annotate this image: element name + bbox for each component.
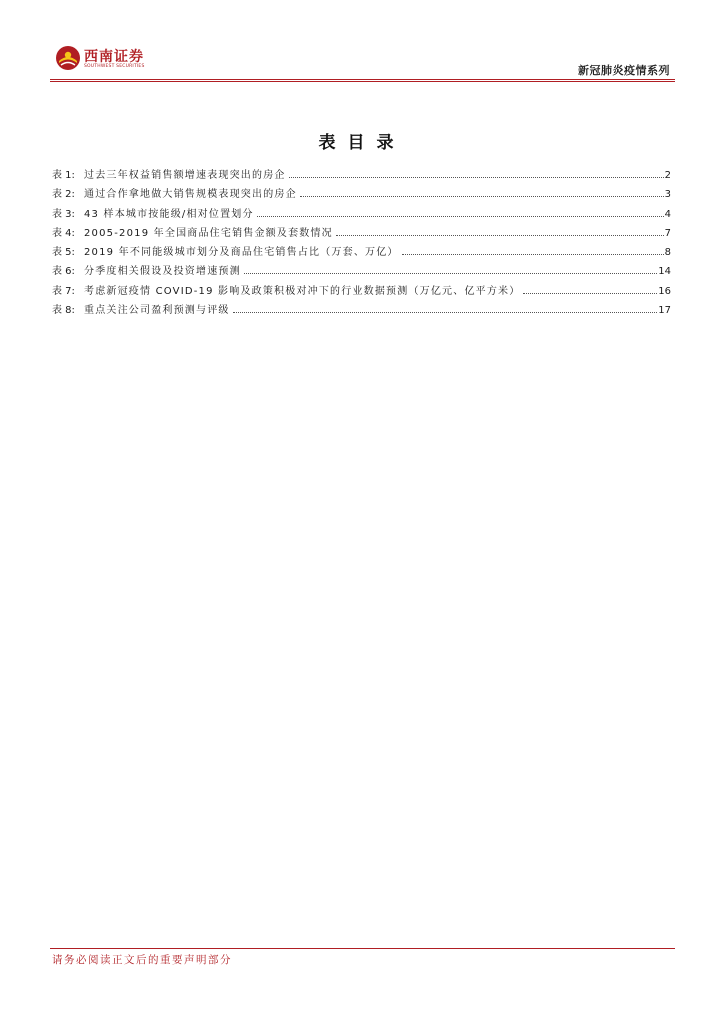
toc-entry[interactable] [52, 266, 671, 285]
toc-dot-leader [233, 311, 658, 313]
toc-entry-label: 表 1: [52, 170, 75, 181]
toc-entry-page: 2 [664, 170, 671, 181]
footer-disclaimer: 请务必阅读正文后的重要声明部分 [52, 954, 232, 966]
toc-entry-label: 表 2: [52, 189, 75, 201]
toc-entry[interactable] [52, 305, 671, 324]
toc-entry-page: 7 [664, 227, 671, 239]
logo-english-name: SOUTHWEST SECURITIES [84, 64, 145, 69]
toc-entry-text: 考虑新冠疫情 COVID-19 影响及政策积极对冲下的行业数据预测（万亿元、亿平方米） [84, 285, 521, 297]
toc-entry[interactable] [52, 189, 671, 208]
header-divider [50, 79, 675, 80]
toc-entry-page: 4 [664, 208, 671, 220]
toc-entry[interactable] [52, 286, 671, 305]
toc-entry[interactable] [52, 209, 671, 228]
toc-dot-leader [402, 253, 664, 255]
company-logo [54, 44, 172, 74]
toc-entry[interactable] [52, 170, 671, 189]
toc-dot-leader [523, 292, 657, 294]
toc-entry-text: 过去三年权益销售额增速表现突出的房企 [84, 170, 286, 181]
toc-entry-text: 2019 年不同能级城市划分及商品住宅销售占比（万套、万亿） [84, 247, 399, 259]
toc-entry-text: 43 样本城市按能级/相对位置划分 [84, 208, 254, 220]
toc-entry-text: 分季度相关假设及投资增速预测 [84, 266, 241, 278]
toc-entry-label: 表 7: [52, 285, 75, 297]
toc-entry-page: 8 [664, 247, 671, 259]
toc-dot-leader [300, 195, 664, 197]
toc-entry-label: 表 3: [52, 208, 75, 220]
header-divider-secondary [50, 81, 675, 82]
toc-entry[interactable] [52, 247, 671, 266]
toc-entry-page: 17 [658, 305, 671, 317]
toc-entry-text: 重点关注公司盈利预测与评级 [84, 305, 230, 317]
toc-entry-page: 16 [658, 285, 671, 297]
toc-entry-label: 表 8: [52, 305, 75, 317]
table-of-contents [52, 170, 671, 324]
toc-entry-text: 通过合作拿地做大销售规模表现突出的房企 [84, 189, 297, 201]
logo-emblem-icon [54, 44, 82, 72]
toc-entry-label: 表 5: [52, 247, 75, 259]
toc-dot-leader [257, 215, 664, 217]
toc-entry-label: 表 6: [52, 266, 75, 278]
toc-entry-page: 3 [664, 189, 671, 201]
toc-entry-page: 14 [658, 266, 671, 278]
footer-divider [50, 948, 675, 949]
toc-dot-leader [289, 176, 664, 178]
page-header [0, 0, 724, 82]
table-of-contents-title: 表目录 [318, 133, 406, 153]
toc-dot-leader [336, 234, 664, 236]
toc-entry-text: 2005-2019 年全国商品住宅销售金额及套数情况 [84, 227, 333, 239]
report-series-title: 新冠肺炎疫情系列 [578, 64, 670, 77]
toc-entry-label: 表 4: [52, 227, 75, 239]
toc-entry[interactable] [52, 228, 671, 247]
logo-chinese-name: 西南证券 [84, 49, 144, 65]
toc-dot-leader [244, 272, 657, 274]
